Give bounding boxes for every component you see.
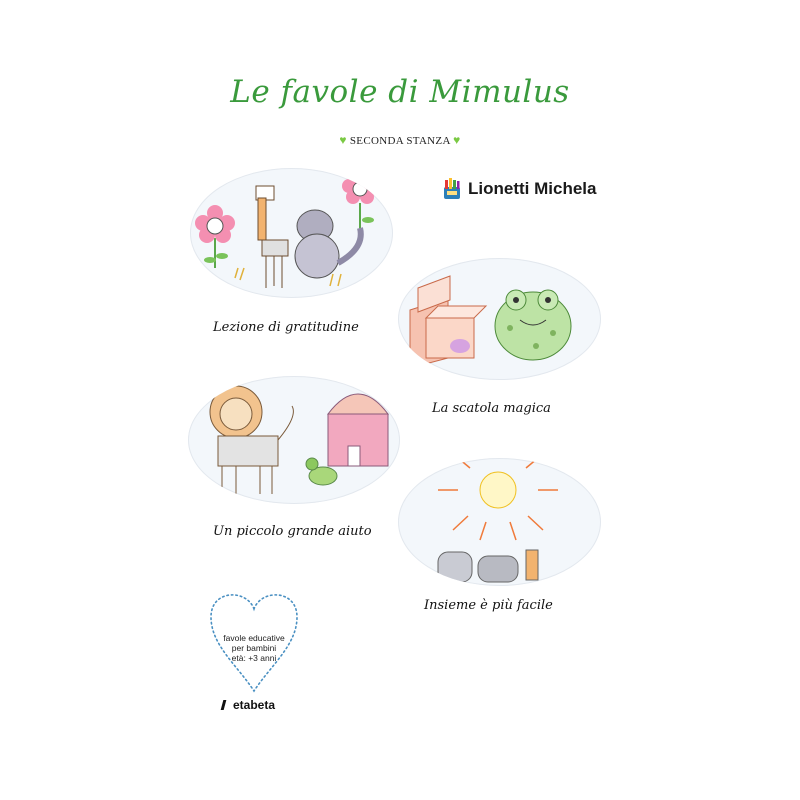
age-badge-text <box>219 633 289 663</box>
heart-icon: ♥ <box>453 133 461 147</box>
book-title: Le favole di Mimulus <box>230 74 570 110</box>
publisher-logo <box>222 698 275 712</box>
author-name: Lionetti Michela <box>468 179 597 198</box>
subtitle: SECONDA STANZA <box>349 135 451 147</box>
caption-insieme: Insieme è più facile <box>424 598 553 613</box>
caption-scatola: La scatola magica <box>432 401 551 416</box>
author-block <box>442 178 596 200</box>
crayon-box-icon <box>442 178 462 200</box>
badge-line: età: +3 anni <box>231 653 277 663</box>
caption-lezione: Lezione di gratitudine <box>213 320 359 335</box>
badge-line: per bambini <box>231 643 277 653</box>
illustration-aiuto <box>188 376 400 504</box>
badge-line: favole educative <box>223 633 285 643</box>
illustration-insieme <box>398 458 601 586</box>
subtitle-line <box>0 133 800 148</box>
illustration-scatola <box>398 258 601 380</box>
caption-aiuto: Un piccolo grande aiuto <box>213 524 372 539</box>
heart-icon: ♥ <box>339 133 347 147</box>
illustration-lezione <box>190 168 393 298</box>
publisher-logo-icon <box>221 700 234 710</box>
publisher-name: etabeta <box>233 698 276 712</box>
